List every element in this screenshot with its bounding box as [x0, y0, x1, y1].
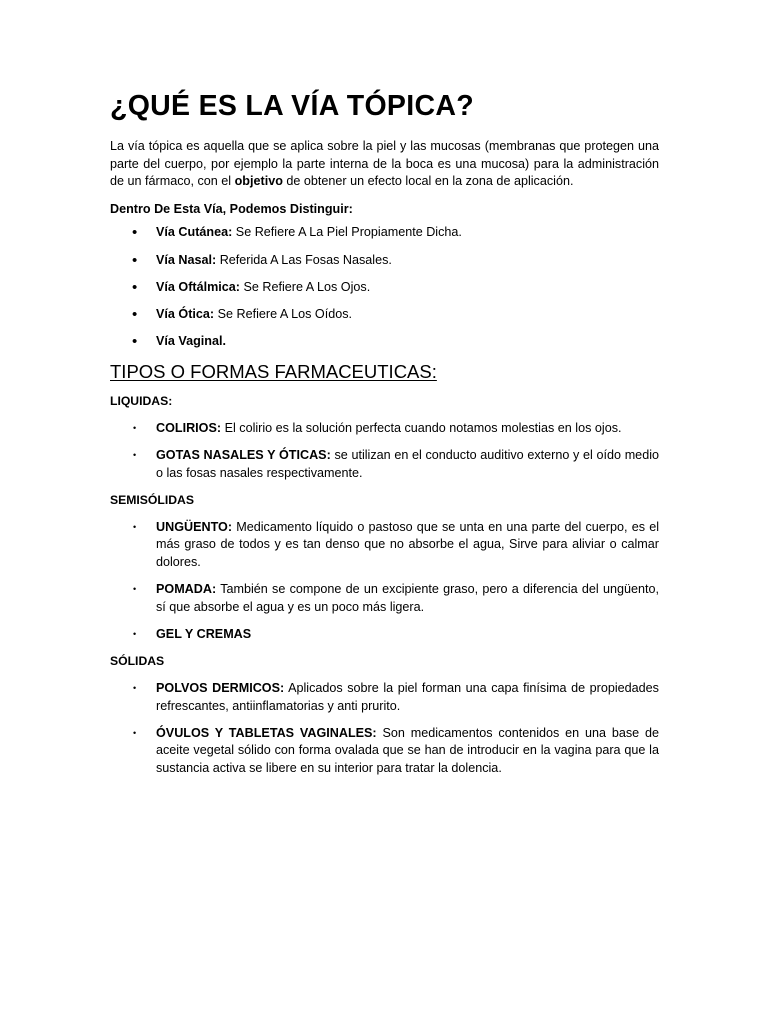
item-desc: Se Refiere A La Piel Propiamente Dicha. [232, 225, 462, 240]
section-heading: TIPOS O FORMAS FARMACEUTICAS: [110, 360, 437, 382]
document-title: ¿QUÉ ES LA VÍA TÓPICA? [110, 90, 474, 122]
item-term: Vía Cutánea: [156, 225, 233, 240]
semisolidas-list [110, 519, 659, 644]
item-term: Vía Oftálmica: [156, 279, 240, 294]
item-desc: Se Refiere A Los Ojos. [240, 279, 371, 294]
list-item [110, 279, 659, 297]
item-term: POLVOS DERMICOS: [156, 681, 285, 696]
bullet-icon: • [133, 727, 137, 738]
list-item [110, 626, 659, 644]
item-term: POMADA: [156, 582, 217, 597]
item-term: ÓVULOS Y TABLETAS VAGINALES: [156, 725, 377, 740]
item-desc: Referida A Las Fosas Nasales. [216, 252, 392, 267]
item-desc: Medicamento líquido o pastoso que se unta en una parte del cuerpo, es el más graso de todos y es tan denso que no absorbe el agua, Sirve para aliviar o calmar dolores. [156, 519, 659, 569]
list-item [110, 306, 659, 324]
group-heading-semisolidas: SEMISÓLIDAS [110, 492, 194, 507]
list-item [110, 725, 659, 778]
group-heading-liquidas: LIQUIDAS: [110, 393, 173, 408]
bullet-icon: • [133, 628, 137, 639]
routes-list [110, 224, 659, 350]
list-item [110, 224, 659, 242]
item-desc: se utilizan en el conducto auditivo externo y el oído medio o las fosas nasales respectivamente. [156, 447, 659, 480]
group-heading-solidas: SÓLIDAS [110, 654, 165, 669]
list-item [110, 581, 659, 616]
bullet-icon: • [132, 224, 138, 242]
bullet-icon: • [132, 278, 138, 296]
item-term: GEL Y CREMAS [156, 626, 252, 641]
list-item [110, 420, 659, 438]
bullet-icon: • [133, 683, 137, 694]
list-item [110, 680, 659, 715]
list-item [110, 333, 659, 351]
item-term: Vía Vaginal. [156, 334, 226, 349]
item-term: Vía Nasal: [156, 252, 217, 267]
routes-lead: Dentro De Esta Vía, Podemos Distinguir: [110, 201, 353, 216]
list-item [110, 519, 659, 572]
list-item [110, 447, 659, 482]
item-term: COLIRIOS: [156, 420, 222, 435]
liquidas-list [110, 420, 659, 482]
item-term: UNGÜENTO: [156, 519, 233, 534]
item-term: Vía Ótica: [156, 306, 215, 321]
bullet-icon: • [133, 449, 137, 460]
bullet-icon: • [133, 521, 137, 532]
item-desc: El colirio es la solución perfecta cuando notamos molestias en los ojos. [221, 420, 622, 435]
intro-text-before: La vía tópica es aquella que se aplica sobre la piel y las mucosas (membranas que protegen una parte del cuerpo, por ejemplo la parte interna de la boca es una mucosa) para la administración de un fármaco, con el [110, 139, 659, 189]
item-term: GOTAS NASALES Y ÓTICAS: [156, 447, 331, 462]
bullet-icon: • [132, 305, 138, 323]
intro-text-after: de obtener un efecto local en la zona de aplicación. [282, 174, 574, 189]
item-desc: Son medicamentos contenidos en una base de aceite vegetal sólido con forma ovalada que se han de introducir en la vagina para que la sustancia activa se libere en su interior para tratar la dolencia. [156, 725, 659, 775]
item-desc: Se Refiere A Los Oídos. [214, 306, 353, 321]
bullet-icon: • [132, 251, 138, 269]
intro-paragraph [110, 138, 659, 191]
bullet-icon: • [132, 333, 138, 351]
item-desc: También se compone de un excipiente graso, pero a diferencia del ungüento, sí que absorbe el agua y es un poco más ligera. [156, 582, 659, 614]
bullet-icon: • [133, 584, 137, 595]
item-desc: Aplicados sobre la piel forman una capa finísima de propiedades refrescantes, antiinflamatorias y anti prurito. [156, 681, 659, 713]
intro-bold-word: objetivo [234, 174, 283, 189]
solidas-list [110, 680, 659, 778]
bullet-icon: • [133, 422, 137, 433]
list-item [110, 252, 659, 270]
